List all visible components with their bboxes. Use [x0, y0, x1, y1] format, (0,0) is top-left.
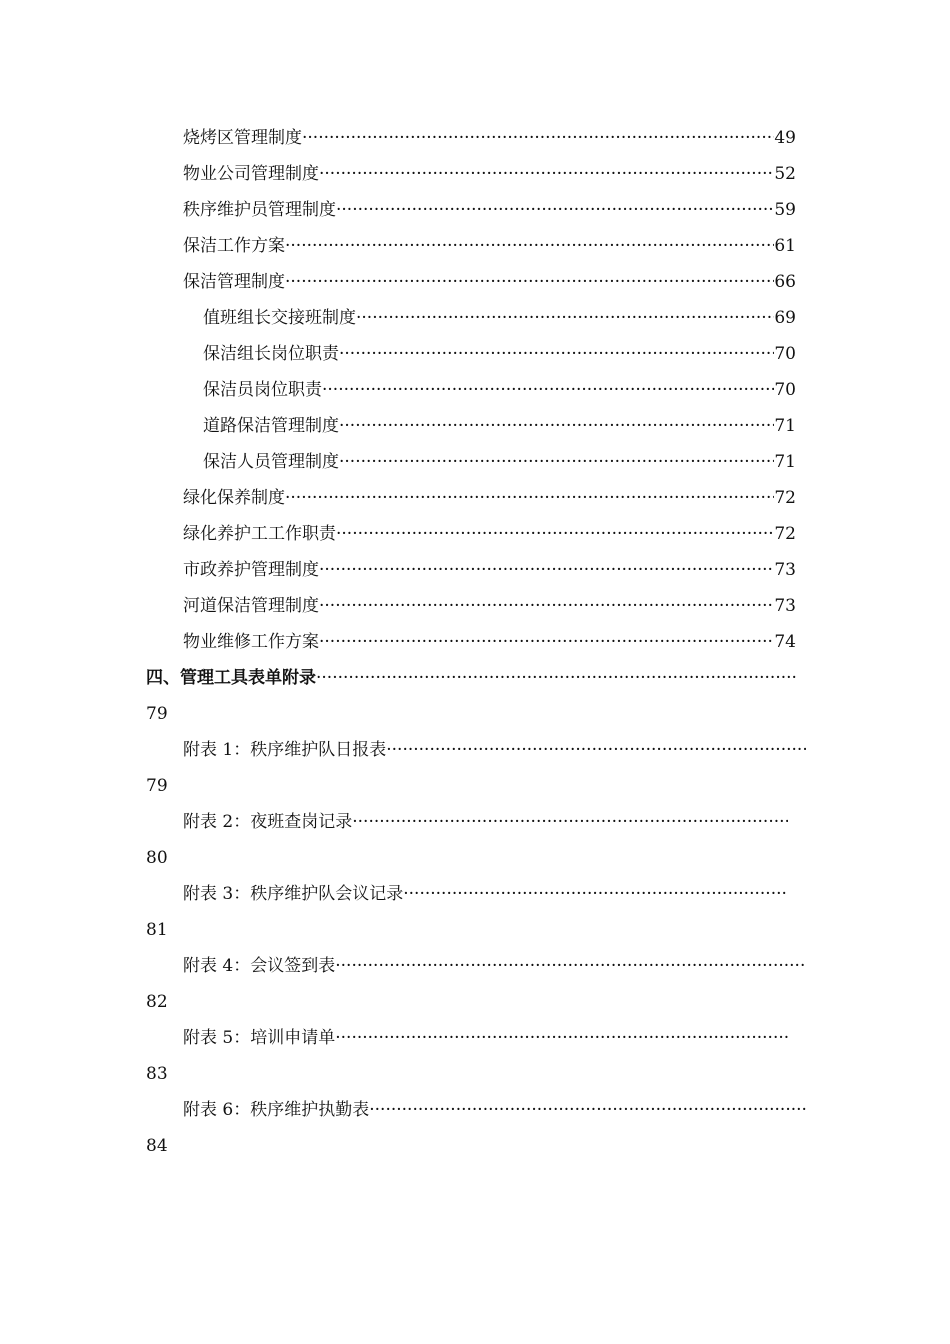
toc-entry-title: 附表 4：会议签到表: [183, 956, 336, 976]
toc-appendix-entry[interactable]: [183, 1020, 788, 1056]
toc-entry-title: 秩序维护员管理制度: [183, 200, 336, 220]
toc-entry-title: 道路保洁管理制度: [203, 416, 339, 436]
toc-row: [0, 588, 950, 624]
dot-leader: [339, 336, 774, 372]
toc-appendix-entry[interactable]: [183, 876, 788, 912]
toc-row: [0, 120, 950, 156]
toc-entry[interactable]: [203, 336, 796, 372]
dot-leader: [336, 516, 774, 552]
dot-leader: [285, 228, 774, 264]
toc-row: [0, 480, 950, 516]
toc-entry-title: 市政养护管理制度: [183, 560, 319, 580]
toc-page-number: 79: [146, 776, 168, 796]
toc-page-number: 70: [774, 380, 796, 400]
toc-entry-title: 烧烤区管理制度: [183, 128, 302, 148]
toc-row: [0, 300, 950, 336]
toc-row: [0, 264, 950, 300]
toc-entry-title: 附表 5：培训申请单: [183, 1028, 336, 1048]
toc-entry-title: 保洁员岗位职责: [203, 380, 322, 400]
toc-row: [0, 624, 950, 660]
toc-page-number: 74: [774, 632, 796, 652]
toc-page-number: 83: [146, 1064, 168, 1084]
toc-page-number: 66: [774, 272, 796, 292]
dot-leader: [403, 876, 788, 912]
toc-page-number: 69: [774, 308, 796, 328]
toc-entry[interactable]: [183, 516, 796, 552]
dot-leader: [339, 444, 774, 480]
dot-leader: [352, 804, 788, 840]
toc-entry[interactable]: [183, 588, 796, 624]
toc-entry-title: 保洁工作方案: [183, 236, 285, 256]
toc-row: [0, 336, 950, 372]
dot-leader: [319, 624, 774, 660]
toc-row: [0, 1128, 950, 1164]
toc-entry[interactable]: [203, 372, 796, 408]
dot-leader: [319, 156, 774, 192]
toc-page-number: 82: [146, 992, 168, 1012]
toc-appendix-entry[interactable]: [183, 732, 806, 768]
toc-row: [0, 696, 950, 732]
toc-appendix-entry[interactable]: [183, 1092, 806, 1128]
toc-entry-title: 保洁组长岗位职责: [203, 344, 339, 364]
toc-entry[interactable]: [183, 552, 796, 588]
dot-leader: [339, 408, 774, 444]
toc-row: [0, 444, 950, 480]
toc-entry-title: 值班组长交接班制度: [203, 308, 356, 328]
toc-row: [0, 552, 950, 588]
dot-leader: [285, 480, 774, 516]
toc-page-number: 79: [146, 704, 168, 724]
toc-appendix-entry[interactable]: [183, 948, 806, 984]
dot-leader: [285, 264, 774, 300]
toc-page-number: 70: [774, 344, 796, 364]
dot-leader: [319, 552, 774, 588]
toc-page-number: 49: [774, 128, 796, 148]
toc-entry[interactable]: [183, 192, 796, 228]
toc-entry[interactable]: [183, 264, 796, 300]
toc-section-heading[interactable]: [146, 660, 796, 696]
toc-entry-title: 附表 3：秩序维护队会议记录: [183, 884, 404, 904]
toc-entry-title: 河道保洁管理制度: [183, 596, 319, 616]
dot-leader: [336, 192, 774, 228]
toc-page-number: 84: [146, 1136, 168, 1156]
toc-row: [0, 408, 950, 444]
toc-row: [0, 768, 950, 804]
toc-entry-title: 附表 6：秩序维护执勤表: [183, 1100, 370, 1120]
table-of-contents: [0, 120, 950, 1164]
toc-entry-title: 物业维修工作方案: [183, 632, 319, 652]
toc-entry[interactable]: [183, 624, 796, 660]
dot-leader: [369, 1092, 806, 1128]
toc-row: [0, 1092, 950, 1128]
toc-row: [0, 984, 950, 1020]
toc-entry-title: 保洁管理制度: [183, 272, 285, 292]
toc-row: [0, 1020, 950, 1056]
toc-row: [0, 660, 950, 696]
toc-entry-title: 附表 2：夜班查岗记录: [183, 812, 353, 832]
toc-row: [0, 876, 950, 912]
toc-row: [0, 804, 950, 840]
dot-leader: [356, 300, 774, 336]
toc-entry-title: 附表 1：秩序维护队日报表: [183, 740, 387, 760]
dot-leader: [335, 1020, 788, 1056]
toc-row: [0, 192, 950, 228]
toc-page-number: 81: [146, 920, 168, 940]
toc-entry-title: 保洁人员管理制度: [203, 452, 339, 472]
dot-leader: [319, 588, 774, 624]
toc-entry[interactable]: [203, 444, 796, 480]
toc-row: [0, 948, 950, 984]
toc-row: [0, 1056, 950, 1092]
toc-entry[interactable]: [203, 408, 796, 444]
toc-appendix-entry[interactable]: [183, 804, 788, 840]
toc-row: [0, 156, 950, 192]
toc-row: [0, 372, 950, 408]
dot-leader: [322, 372, 774, 408]
toc-page-number: 52: [774, 164, 796, 184]
toc-page-number: 71: [774, 452, 796, 472]
dot-leader: [386, 732, 806, 768]
toc-entry[interactable]: [183, 228, 796, 264]
toc-page-number: 71: [774, 416, 796, 436]
toc-page-number: 73: [774, 596, 796, 616]
toc-row: [0, 228, 950, 264]
toc-page-number: 72: [774, 524, 796, 544]
toc-row: [0, 516, 950, 552]
toc-entry-title: 物业公司管理制度: [183, 164, 319, 184]
toc-row: [0, 912, 950, 948]
toc-page-number: 61: [774, 236, 796, 256]
toc-entry[interactable]: [183, 120, 796, 156]
toc-entry-title: 绿化养护工工作职责: [183, 524, 336, 544]
toc-page-number: 80: [146, 848, 168, 868]
toc-page-number: 59: [774, 200, 796, 220]
toc-page-number: 72: [774, 488, 796, 508]
toc-page-number: 73: [774, 560, 796, 580]
toc-entry[interactable]: [183, 156, 796, 192]
toc-section-title: 四、管理工具表单附录: [146, 668, 316, 688]
dot-leader: [302, 120, 774, 156]
dot-leader: [335, 948, 806, 984]
toc-row: [0, 840, 950, 876]
dot-leader: [316, 660, 796, 696]
toc-row: [0, 732, 950, 768]
toc-entry[interactable]: [183, 480, 796, 516]
toc-entry[interactable]: [203, 300, 796, 336]
toc-entry-title: 绿化保养制度: [183, 488, 285, 508]
